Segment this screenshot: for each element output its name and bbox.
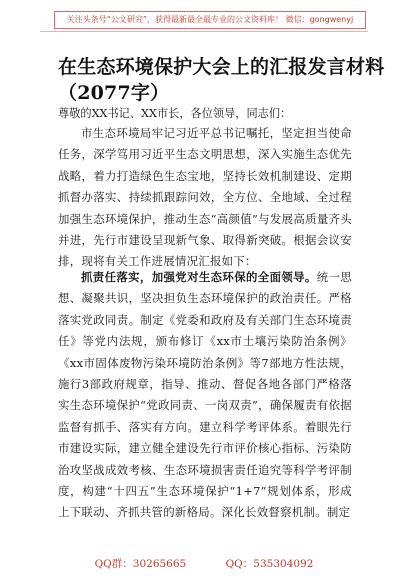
- contact-footer: [0, 556, 408, 571]
- title-word-count: （2077字）: [58, 82, 170, 104]
- paragraph-responsibility: [58, 267, 352, 524]
- title-line: 在生态环境保护大会上的汇报发言材料: [58, 56, 385, 78]
- paragraph-body: 统一思想、凝聚共识，坚决担负生态环境保护的政治责任。严格落实党政同责。制定《党委和政府及有关部门生态环境责任》等党内法规，颁布修订《xx市土壤污染防治条例》《xx市固体废物污染环境防治条例》等7部地方性法规，施行3部政府规章，指导、推动、督促各地各部门严格落实生态环境保护“党政同责、一岗双责”，确保履责有依据监督有抓手、落实有方向。建立科学考评体系。着眼先行市建设实际，建立健全建设先行市评价核心指标、污染防治攻坚战成效考核、生态环境损害责任追究等科学考评制度，构建“十四五”生态环境保护“1+7”规划体系，形成上下联动、齐抓共管的新格局。深化长效督察机制。制定: [58, 270, 352, 520]
- qq-number: QQ：535304092: [225, 558, 314, 570]
- promo-banner: 关注头条号“公文研究”，获得最新最全最专业的公文资料库！ 微信：gongwenyj: [54, 11, 366, 29]
- qq-group-number: QQ群：30265665: [94, 558, 187, 570]
- paragraph-intro: 市生态环境局牢记习近平总书记嘱托，坚定担当使命任务，深学笃用习近平生态文明思想，深入实施生态优先战略，着力打造绿色生态宝地，坚持长效机制建设、定期抓督办落实、持续抓跟踪问效，全方位、全地域、全过程加强生态环境保护，推动生态“高颜值”与发展高质量齐头并进，先行市建设呈现新气象、取得新突破。根据会议安排，现将有关工作进展情况汇报如下：: [58, 126, 352, 269]
- document-title: [58, 54, 385, 106]
- header-divider: [40, 31, 368, 32]
- paragraph-lead-heading: 抓责任落实，加强党对生态环保的全面领导。: [81, 270, 317, 284]
- salutation: 尊敬的XX书记、XX市长，各位领导，同志们：: [58, 107, 292, 120]
